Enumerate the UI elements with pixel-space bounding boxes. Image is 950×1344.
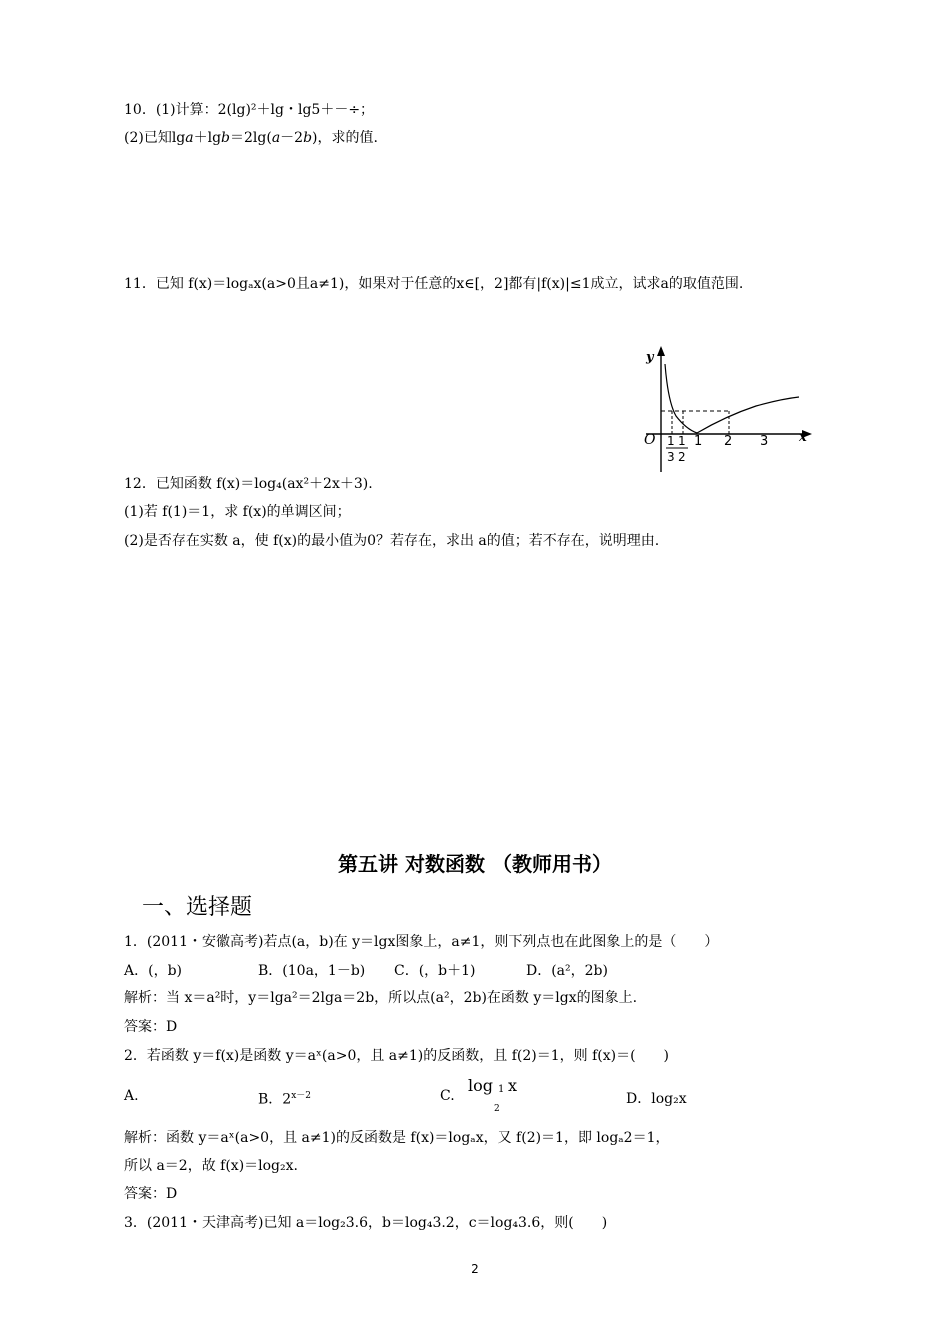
- p2-answer: 答案：D: [124, 1186, 178, 1202]
- y-axis-arrow: [657, 346, 665, 356]
- tick-half-num: 1: [678, 434, 686, 448]
- p1-option-b: B．(10a，1－b): [258, 963, 366, 979]
- q12-line1: 12．已知函数 f(x)＝log₄(ax²＋2x＋3).: [124, 476, 373, 492]
- p2-option-b-exp: x－2: [291, 1091, 312, 1101]
- p2-option-c-log: log: [468, 1076, 493, 1095]
- tick-third-den: 3: [667, 450, 675, 464]
- tick-half-den: 2: [678, 450, 686, 464]
- p2-option-b: [258, 1088, 311, 1109]
- p2-option-c-expr: [468, 1076, 528, 1120]
- p3-stem: 3．(2011・天津高考)已知 a＝log₂3.6，b＝log₄3.2，c＝log₄3.6，则( ): [124, 1215, 608, 1231]
- p2-option-d: D．log₂x: [626, 1091, 687, 1107]
- lesson-heading: 第五讲 对数函数 （教师用书）: [338, 852, 612, 876]
- log-graph-figure: [636, 344, 816, 474]
- p1-answer: 答案：D: [124, 1019, 178, 1035]
- p2-option-b-label: B．: [258, 1091, 283, 1108]
- curve-right-branch: [697, 397, 799, 433]
- q12-line3: (2)是否存在实数 a，使 f(x)的最小值为0？若存在，求出 a的值；若不存在，说明理由.: [124, 533, 660, 549]
- tick-3: 3: [760, 434, 769, 449]
- p2-analysis-2: 所以 a＝2，故 f(x)＝log₂x.: [124, 1158, 298, 1174]
- p2-analysis-1: 解析：函数 y＝aˣ(a>0，且 a≠1)的反函数是 f(x)＝logₐx，又 f(2)＝1，即 logₐ2＝1，: [124, 1130, 670, 1146]
- p1-option-d: D．(a²，2b): [526, 963, 608, 979]
- p2-option-c-x: x: [508, 1076, 518, 1095]
- p2-option-b-base: 2: [282, 1091, 292, 1108]
- q11-line1: 11．已知 f(x)＝logₐx(a>0且a≠1)，如果对于任意的x∈[，2]都有|f(x)|≤1成立，试求a的取值范围.: [124, 276, 744, 292]
- q10-line2: (2)已知lg𝑎＋lg𝑏＝2lg(𝑎－2𝑏)，求的值.: [124, 130, 378, 146]
- p2-option-c-sub: 1: [498, 1084, 505, 1095]
- p1-option-a: A．(，b): [124, 963, 182, 979]
- q10-line1: 10．(1)计算：2(lg)²＋lg・lg5＋－÷；: [124, 102, 375, 118]
- p1-option-c: C．(，b＋1): [394, 963, 476, 979]
- tick-1: 1: [694, 434, 703, 449]
- p1-stem: 1．(2011・安徽高考)若点(a，b)在 y＝lgx图象上，a≠1，则下列点也在此图象上的是（ ）: [124, 934, 719, 950]
- section-title: 一、选择题: [142, 895, 253, 920]
- x-label: x: [799, 430, 807, 445]
- p1-analysis: 解析：当 x＝a²时，y＝lga²＝2lga＝2b，所以点(a²，2b)在函数 y＝lgx的图象上.: [124, 990, 638, 1006]
- p2-option-a: A.: [124, 1088, 139, 1104]
- tick-third-num: 1: [667, 434, 675, 448]
- curve-left-branch: [665, 364, 697, 433]
- p2-stem: 2．若函数 y＝f(x)是函数 y＝aˣ(a>0，且 a≠1)的反函数，且 f(2)＝1，则 f(x)＝( ): [124, 1048, 669, 1064]
- p2-option-c-sub2: 2: [494, 1104, 500, 1114]
- y-label: y: [646, 350, 654, 365]
- tick-2: 2: [724, 434, 733, 449]
- page-number: 2: [471, 1262, 479, 1276]
- p2-option-c-label: C.: [440, 1088, 455, 1104]
- q12-line2: (1)若 f(1)＝1，求 f(x)的单调区间；: [124, 504, 351, 520]
- origin-label: O: [644, 432, 656, 448]
